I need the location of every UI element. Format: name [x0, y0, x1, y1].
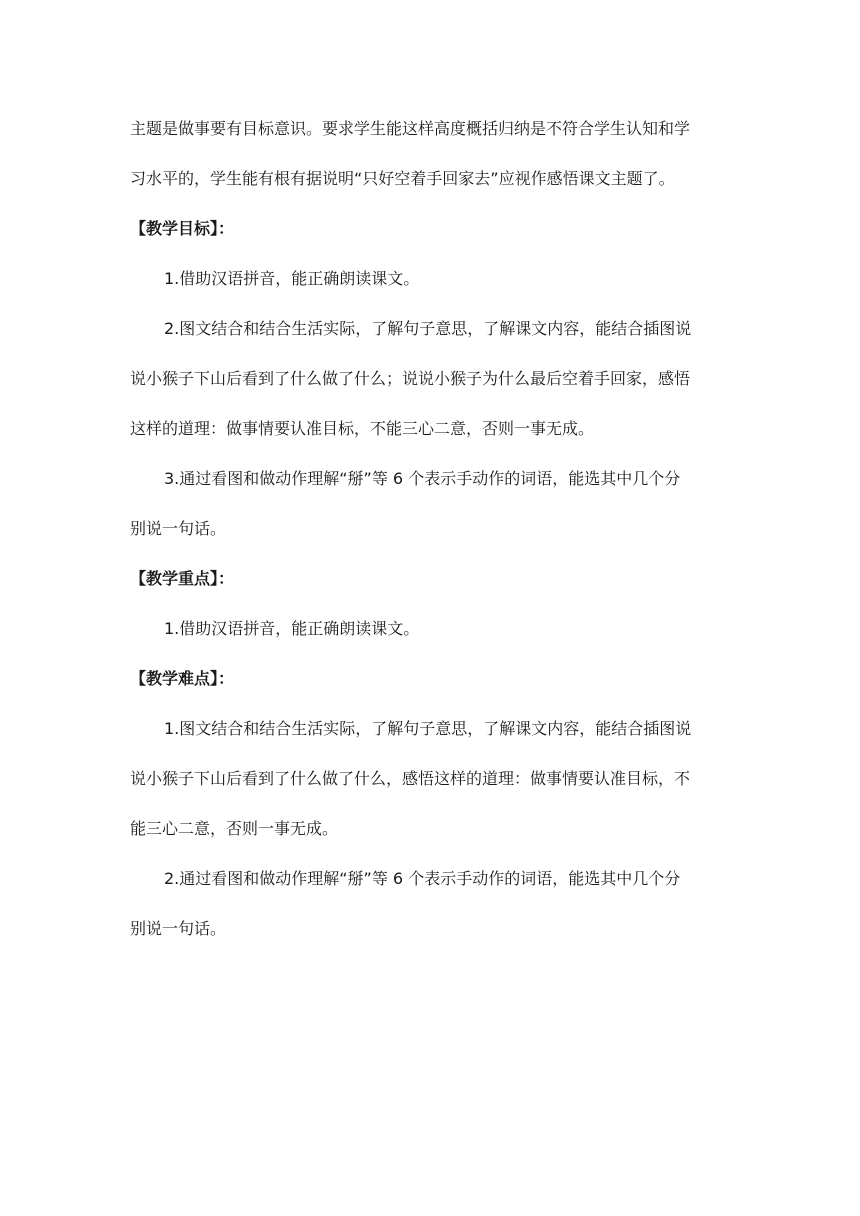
- text-line: 这样的道理：做事情要认准目标，不能三心二意，否则一事无成。: [130, 419, 595, 438]
- text-line: 别说一句话。: [130, 519, 227, 538]
- difficulty-item-2: [130, 854, 736, 954]
- goal-item-2: [130, 304, 736, 454]
- text-line: 2.通过看图和做动作理解“掰”等 6 个表示手动作的词语，能选其中几个分: [164, 869, 681, 888]
- text-line: 别说一句话。: [130, 919, 227, 938]
- text-line: 说小猴子下山后看到了什么做了什么；说说小猴子为什么最后空着手回家，感悟: [130, 369, 691, 388]
- text-line: 习水平的，学生能有根有据说明“只好空着手回家去”应视作感悟课文主题了。: [130, 169, 675, 188]
- text-line: 3.通过看图和做动作理解“掰”等 6 个表示手动作的词语，能选其中几个分: [164, 469, 681, 488]
- section-heading-goals: 【教学目标】：: [130, 219, 235, 238]
- text-line: 2.图文结合和结合生活实际，了解句子意思，了解课文内容，能结合插图说: [164, 319, 692, 338]
- goal-item-1: [130, 254, 736, 304]
- intro-paragraph: [130, 104, 736, 204]
- section-heading-difficulties: 【教学难点】：: [130, 669, 235, 688]
- text-line: 1.借助汉语拼音，能正确朗读课文。: [164, 269, 420, 288]
- text-line: 1.借助汉语拼音，能正确朗读课文。: [164, 619, 420, 638]
- document-page: [130, 104, 736, 954]
- text-line: 能三心二意，否则一事无成。: [130, 819, 339, 838]
- goal-item-3: [130, 454, 736, 554]
- text-line: 说小猴子下山后看到了什么做了什么，感悟这样的道理：做事情要认准目标，不: [130, 769, 691, 788]
- difficulty-item-1: [130, 704, 736, 854]
- text-line: 主题是做事要有目标意识。要求学生能这样高度概括归纳是不符合学生认知和学: [130, 119, 691, 138]
- section-heading-key-points: 【教学重点】：: [130, 569, 235, 588]
- text-line: 1.图文结合和结合生活实际，了解句子意思，了解课文内容，能结合插图说: [164, 719, 692, 738]
- key-point-item-1: [130, 604, 736, 654]
